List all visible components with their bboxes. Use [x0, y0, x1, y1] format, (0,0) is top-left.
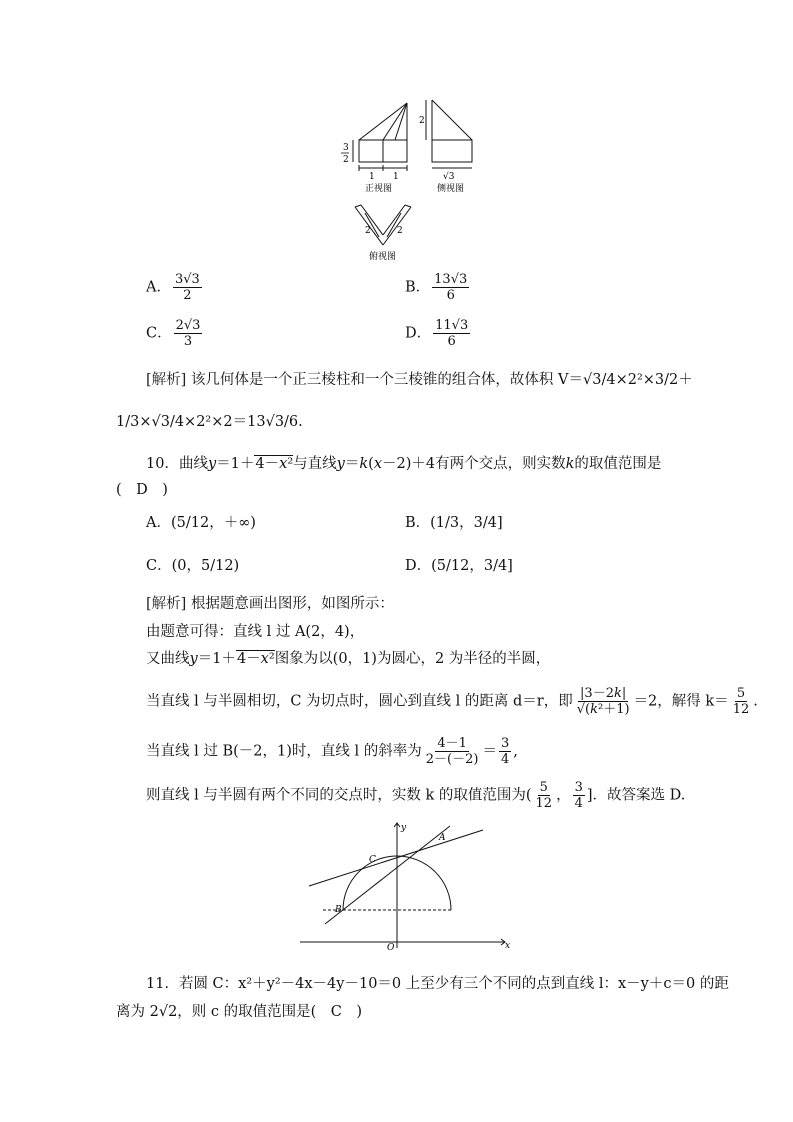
stem-text: )	[356, 1004, 363, 1020]
analysis-text: 则直线 l 与半圆有两个不同的交点时，实数 k 的取值范围为	[146, 787, 526, 804]
q10-option-c: C．(0，5/12)	[146, 558, 240, 574]
y-axis-label: y	[401, 823, 407, 833]
analysis-text: ＝2，解得 k＝	[633, 693, 729, 710]
side-w: √3	[443, 172, 455, 182]
front-w1: 1	[369, 172, 375, 182]
analysis-text: 当直线 l 过 B(－2，1)时，直线 l 的斜率为	[146, 743, 422, 760]
q9-option-b	[405, 272, 471, 303]
q10-stem: 10．曲线y＝1＋4－x²与直线y＝k(x－2)＋4有两个交点，则实数k的取值范围是	[146, 456, 662, 472]
tangent-line	[309, 830, 483, 886]
top-right-dim: 2	[397, 226, 403, 236]
frac-den: 6	[447, 334, 456, 349]
option-label: D．	[405, 325, 432, 342]
q9-analysis-line2	[116, 412, 303, 432]
q10-answer: ( D )	[116, 482, 168, 498]
q9-option-d	[405, 318, 472, 349]
option-label: A．	[146, 279, 171, 296]
option-label: C．	[146, 325, 172, 342]
stem-text: 离为 2√2，则 c 的取值范围是(	[116, 1004, 317, 1020]
x-axis-label: x	[505, 941, 511, 951]
analysis-tag: [解析]	[146, 372, 187, 388]
volume-formula-2: 1/3×√3/4×2²×2＝13√3/6.	[116, 414, 303, 430]
front-h-den: 2	[343, 155, 349, 165]
top-view-label: 俯视图	[369, 252, 397, 262]
q11-line2	[116, 1002, 362, 1022]
point-a-label: A	[439, 833, 446, 843]
analysis-text: 该几何体是一个正三棱柱和一个三棱锥的组合体，故体积	[190, 372, 554, 388]
top-left-dim: 2	[365, 226, 371, 236]
analysis-text: ．故答案选 D.	[592, 787, 686, 804]
q10-analysis-line6: 则直线 l 与半圆有两个不同的交点时，实数 k 的取值范围为( $\frac{5}{12}$ ， $\frac{3}{4}$ ]．故答案选 D.	[146, 780, 686, 811]
q11-line1	[146, 974, 729, 994]
q10-option-b: B．(1/3，3/4]	[405, 515, 503, 531]
stem-text: 与直线	[293, 456, 337, 472]
frac-num: 3√3	[174, 272, 200, 287]
stem-text: 曲线	[178, 456, 208, 472]
frac-den: 3	[183, 334, 193, 349]
side-h: 2	[419, 116, 425, 126]
origin-label: O	[387, 943, 395, 952]
side-view	[426, 100, 472, 168]
q10-analysis-line1	[146, 594, 394, 614]
front-view-label: 正视图	[365, 184, 393, 194]
answer: C	[330, 1004, 342, 1020]
front-h-num: 3	[343, 143, 349, 153]
q10-analysis-line3: 又曲线y＝1＋4－x²图象为以(0，1)为圆心，2 为半径的半圆，	[146, 651, 551, 667]
q10-analysis-line2: 由题意可得：直线 l 过 A(2，4)，	[146, 624, 365, 640]
top-view	[355, 205, 411, 245]
analysis-text: 又曲线	[146, 651, 190, 667]
q10-analysis-line4: 当直线 l 与半圆相切，C 为切点时，圆心到直线 l 的距离 d＝r，即 $\frac{|3-2k|}{\text{√(k²＋1)}}$ ＝2，解得 k＝ $\frac{5}{12}$ .	[146, 686, 758, 717]
stem-text: 有两个交点，则实数	[435, 456, 566, 472]
semicircle-graph	[295, 820, 515, 952]
stem-text: 若圆 C：x²＋y²－4x－4y－10＝0 上至少有三个不同的点到直线 l：x－y＋c＝0 的距	[178, 976, 729, 992]
point-b-label: B	[335, 905, 342, 915]
question-number: 10．	[146, 456, 179, 472]
q9-option-c	[146, 318, 204, 349]
q10-analysis-line5: 当直线 l 过 B(－2，1)时，直线 l 的斜率为 $\frac{4-1}{2-(-2)}$ ＝ $\frac{3}{4}$ ,	[146, 736, 518, 767]
three-view-figure	[335, 95, 485, 265]
frac-num: 2√3	[175, 318, 201, 333]
analysis-tag: [解析]	[146, 596, 187, 612]
analysis-text: 图象为以(0，1)为圆心，2 为半径的半圆，	[274, 651, 551, 667]
frac-num: 11√3	[435, 318, 469, 333]
front-view	[353, 103, 407, 171]
analysis-text: 根据题意画出图形，如图所示：	[190, 596, 394, 612]
q10-option-a: A．(5/12，＋∞)	[146, 515, 256, 531]
volume-formula-1: V＝√3/4×2²×3/2＋	[558, 372, 693, 388]
stem-text: 的取值范围是	[574, 456, 662, 472]
analysis-text: 当直线 l 与半圆相切，C 为切点时，圆心到直线 l 的距离 d＝r，即	[146, 693, 573, 710]
q9-analysis-line1	[146, 370, 693, 390]
point-c-label: C	[369, 855, 376, 865]
front-w2: 1	[393, 172, 399, 182]
q9-option-a	[146, 272, 204, 303]
side-view-label: 侧视图	[437, 184, 465, 194]
frac-den: 6	[446, 288, 455, 303]
question-number: 11．	[146, 976, 179, 992]
frac-den: 2	[183, 288, 192, 303]
frac-num: 13√3	[434, 272, 468, 287]
option-label: B．	[405, 279, 431, 296]
q10-option-d: D．(5/12，3/4]	[405, 558, 513, 574]
